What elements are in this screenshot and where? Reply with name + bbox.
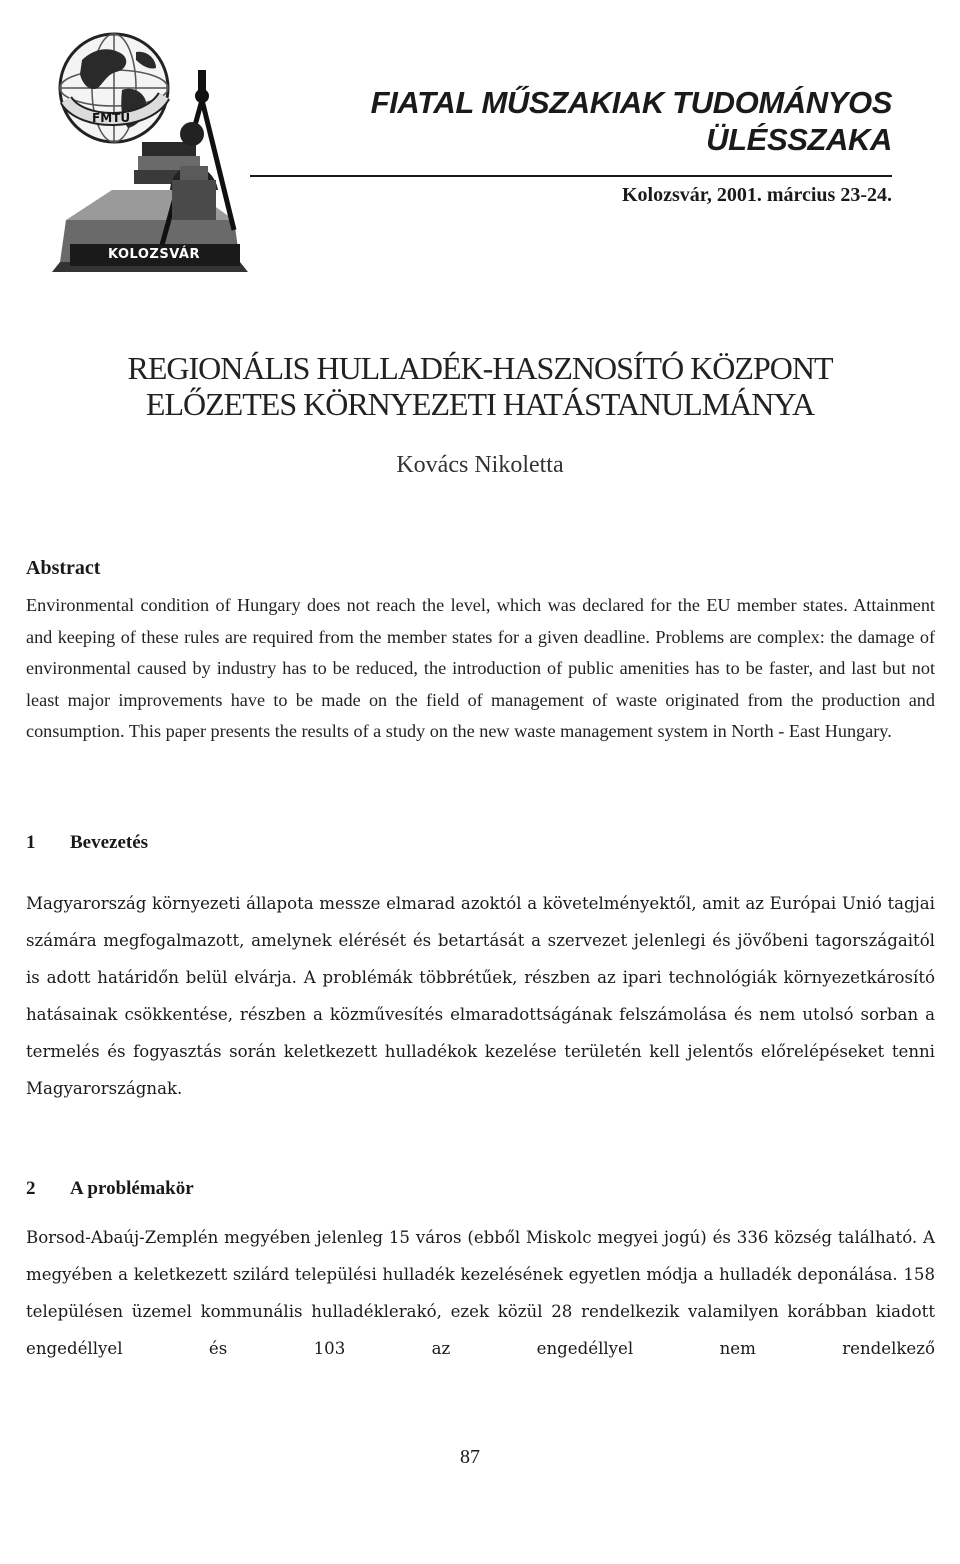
- logo-caption: KOLOZSVÁR: [108, 247, 200, 262]
- conference-logo: [52, 30, 248, 272]
- journal-title-line-1: FIATAL MŰSZAKIAK TUDOMÁNYOS: [370, 85, 892, 120]
- paper-title-line-1: REGIONÁLIS HULLADÉK-HASZNOSÍTÓ KÖZPONT: [127, 350, 833, 386]
- section-title-2: A problémakör: [70, 1178, 194, 1199]
- section-title-1: Bevezetés: [70, 832, 149, 853]
- paper-title: [0, 350, 960, 422]
- event-place-date: Kolozsvár, 2001. március 23-24.: [622, 184, 892, 206]
- journal-title: [292, 84, 892, 158]
- section-number-1: 1: [26, 832, 36, 853]
- logo-ring-text: FMTU: [92, 111, 131, 125]
- section-number-2: 2: [26, 1178, 36, 1199]
- journal-title-line-2: ÜLÉSSZAKA: [706, 122, 892, 157]
- abstract-heading: Abstract: [26, 557, 101, 579]
- page-number: 87: [460, 1446, 480, 1468]
- header-divider: [250, 175, 892, 177]
- paper-title-line-2: ELŐZETES KÖRNYEZETI HATÁSTANULMÁNYA: [145, 386, 815, 422]
- section-text-1: Magyarország környezeti állapota messze elmarad azoktól a követelményektől, amit az Európai Unió tagjai számára megfogalmazott, amelynek elérését és betartását a szervezet jelenlegi és jövőbeni tagországaitól is adott határidőn belül elvárja. A problémák többrétűek, részben az ipari technológiák környezetkárosító hatásainak csökkentése, részben a közművesítés elmaradottságának felszámolása és nem utolsó sorban a termelés és fogyasztás során keletkezett hulladékok kezelése területén kell jelentős előrelépéseket tenni Magyarországnak.: [26, 894, 935, 1098]
- section-text-2: Borsod-Abaúj-Zemplén megyében jelenleg 15 város (ebből Miskolc megyei jogú) és 336 község található. A megyében a keletkezett szilárd települési hulladék kezelésének egyetlen módja a hulladék deponálása. 158 településen üzemel kommunális hulladéklerakó, ezek közül 28 rendelkezik valamilyen korábban kiadott engedéllyel és 103 az engedéllyel nem rendelkező: [26, 1228, 935, 1358]
- section-heading-1: [26, 830, 148, 856]
- abstract-text: Environmental condition of Hungary does not reach the level, which was declared for the EU member states. Attainment and keeping of these rules are required from the member states for a given deadline. Problems are complex: the damage of environmental caused by industry has to be reduced, the introduction of public amenities has to be faster, and last but not least major improvements have to be made on the field of management of waste originated from the production and consumption. This paper presents the results of a study on the new waste management system in North - East Hungary.: [26, 595, 935, 741]
- section-heading-2: [26, 1176, 194, 1202]
- author-name: Kovács Nikoletta: [396, 452, 564, 478]
